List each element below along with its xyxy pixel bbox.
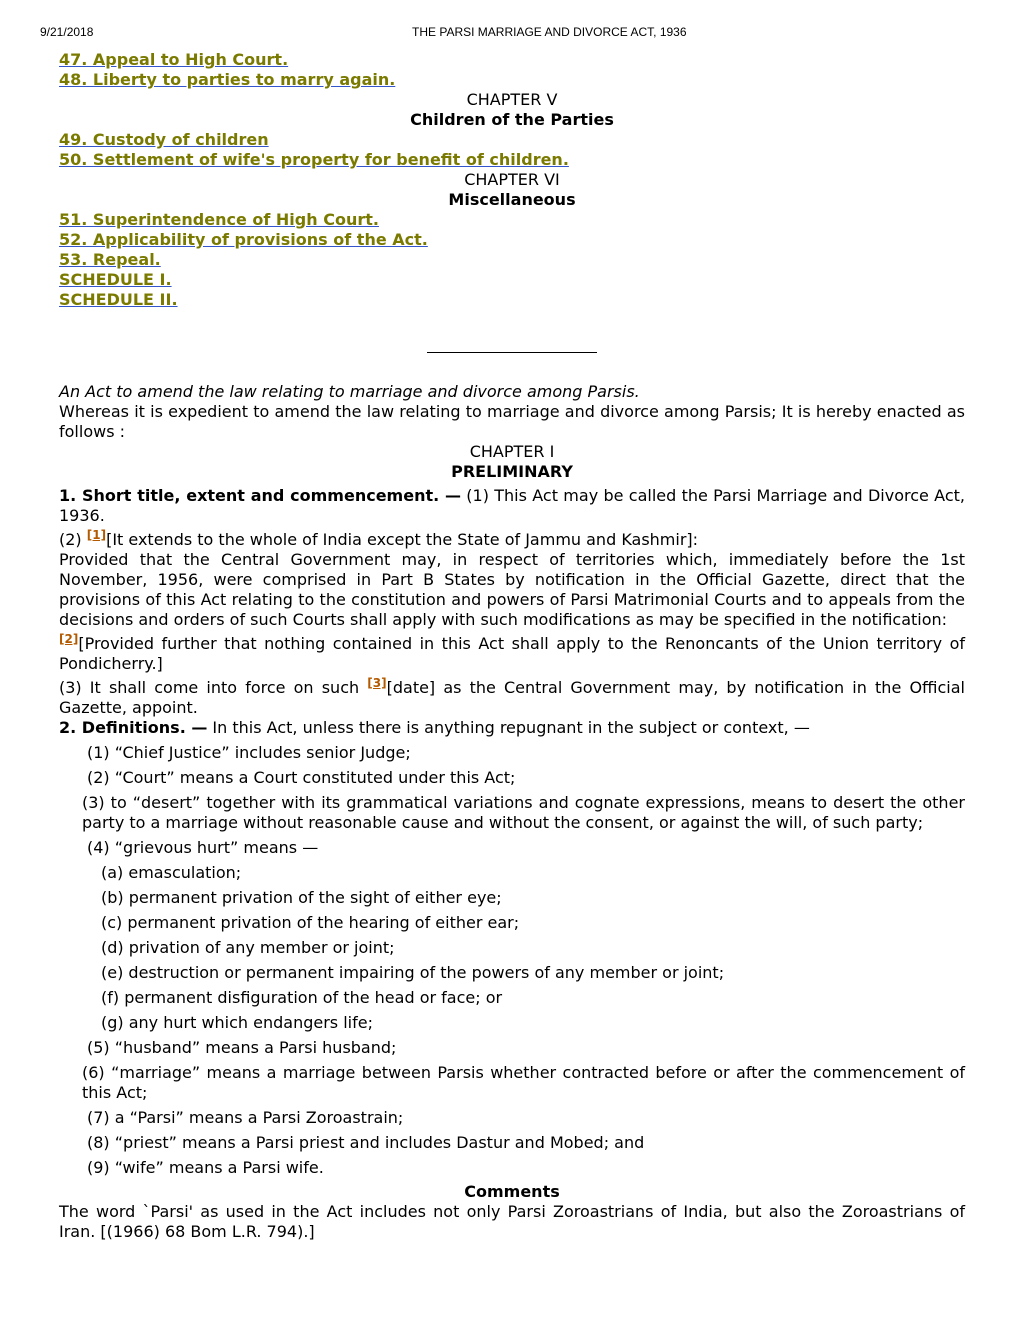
sub-definition-item: (d) privation of any member or joint; [101,938,395,957]
definition-item: (4) “grievous hurt” means — [87,838,319,857]
section-1-para-2 [59,530,965,550]
toc-link-schedule-2[interactable]: SCHEDULE II. [59,290,178,309]
comments-heading: Comments [464,1182,560,1201]
footnote-2-link[interactable]: [2] [59,632,79,646]
sub-definition-item: (c) permanent privation of the hearing of either ear; [101,913,520,932]
section-1-sub-3-prefix: (3) It shall come into force on such [59,678,368,697]
comments-text: The word `Parsi' as used in the Act includes not only Parsi Zoroastrians of India, but also the Zoroastrians of Iran. [(1966) 68 Bom L.R. 794).] [59,1202,965,1241]
definition-item: (7) a “Parsi” means a Parsi Zoroastrain; [87,1108,404,1127]
print-date: 9/21/2018 [40,25,94,39]
toc-link-52[interactable]: 52. Applicability of provisions of the Act. [59,230,428,249]
definition-item: (9) “wife” means a Parsi wife. [87,1158,324,1177]
sub-definition-item: (b) permanent privation of the sight of either eye; [101,888,502,907]
section-2-para [59,718,965,738]
definition-item: (3) to “desert” together with its grammatical variations and cognate expressions, means to desert the other party to a marriage without reasonable cause and without the consent, or against the will, of such party; [82,793,965,832]
toc-group-2 [59,130,965,170]
toc-group-3 [59,210,965,310]
chapter-5-title: Children of the Parties [410,110,614,129]
chapter-5-label: CHAPTER V [466,90,558,109]
section-1-sub-2-prefix: (2) [59,530,87,549]
sub-definition-item: (a) emasculation; [101,863,242,882]
sub-definition-item: (f) permanent disfiguration of the head or face; or [101,988,503,1007]
divider [427,352,597,353]
definition-item: (5) “husband” means a Parsi husband; [87,1038,397,1057]
section-1-para-3 [59,678,965,718]
section-1-sub-3: [date] as the Central Government may, by notification in the Official Gazette, appoint. [59,678,965,717]
preamble: Whereas it is expedient to amend the law relating to marriage and divorce among Parsis; It is hereby enacted as follows : [59,402,965,441]
definition-item: (6) “marriage” means a marriage between Parsis whether contracted before or after the commencement of this Act; [82,1063,965,1102]
toc-link-47[interactable]: 47. Appeal to High Court. [59,50,289,69]
toc-link-49[interactable]: 49. Custody of children [59,130,269,149]
definition-item: (1) “Chief Justice” includes senior Judge; [87,743,411,762]
section-2-intro: In this Act, unless there is anything repugnant in the subject or context, — [207,718,810,737]
act-document [59,50,965,1242]
toc-link-51[interactable]: 51. Superintendence of High Court. [59,210,379,229]
chapter-6-label: CHAPTER VI [464,170,560,189]
section-1-para-1 [59,486,965,526]
section-1-proviso: Provided that the Central Government may, in respect of territories which, immediately before the 1st November, 1956, were comprised in Part B States by notification in the Official Gazette, direct that the provisions of this Act relating to the constitution and powers of Parsi Matrimonial Courts and to appeals from the decisions and orders of such Courts shall apply with such modifications as may be specified in the notification: [59,550,965,629]
definition-item: (2) “Court” means a Court constituted under this Act; [87,768,516,787]
section-1-sub-1: (1) This Act may be called the Parsi Marriage and Divorce Act, 1936. [59,486,965,525]
section-1-proviso-2: [Provided further that nothing contained in this Act shall apply to the Renoncants of the Union territory of Pondicherry.] [59,634,965,673]
toc-link-schedule-1[interactable]: SCHEDULE I. [59,270,172,289]
sub-definition-item: (g) any hurt which endangers life; [101,1013,373,1032]
chapter-1-title: PRELIMINARY [451,462,573,481]
long-title: An Act to amend the law relating to marriage and divorce among Parsis. [59,382,640,401]
toc-link-53[interactable]: 53. Repeal. [59,250,161,269]
toc-link-48[interactable]: 48. Liberty to parties to marry again. [59,70,396,89]
footnote-1-link[interactable]: [1] [86,528,107,542]
section-1-heading: 1. Short title, extent and commencement. — [59,486,461,505]
footnote-3-link[interactable]: [3] [367,676,387,690]
section-2-heading: 2. Definitions. — [59,718,208,737]
definitions-list [59,743,965,1178]
definition-item: (8) “priest” means a Parsi priest and includes Dastur and Mobed; and [87,1133,645,1152]
section-1-sub-2: [It extends to the whole of India except the State of Jammu and Kashmir]: [106,530,699,549]
toc-group-1 [59,50,965,90]
chapter-1-label: CHAPTER I [469,442,555,461]
section-1-proviso-2-para [59,634,965,674]
toc-link-50[interactable]: 50. Settlement of wife's property for benefit of children. [59,150,569,169]
print-header-title: THE PARSI MARRIAGE AND DIVORCE ACT, 1936 [412,25,687,39]
chapter-6-title: Miscellaneous [448,190,576,209]
sub-definition-item: (e) destruction or permanent impairing of the powers of any member or joint; [101,963,725,982]
